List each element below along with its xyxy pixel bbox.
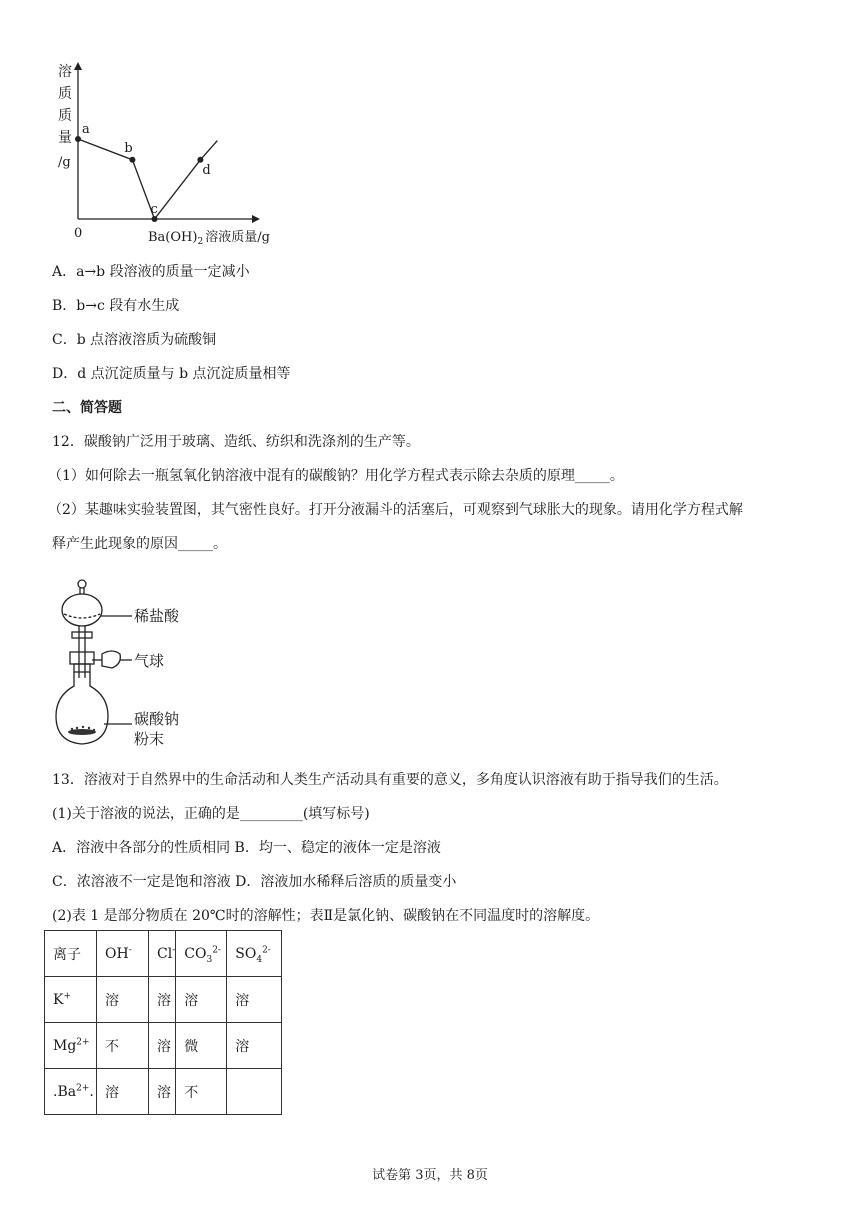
table-cell: 溶 (227, 977, 282, 1023)
label-balloon: 气球 (134, 652, 165, 670)
ion-cell: $Mg^{2+}$ (45, 1023, 97, 1069)
powder (68, 726, 96, 735)
y-axis-label-char: 溶 (58, 64, 72, 80)
y-axis-label-char: 质 (58, 86, 72, 102)
y-axis-arrow (74, 62, 82, 70)
table-header-row (45, 931, 282, 977)
table-cell: 溶 (149, 977, 176, 1023)
table-cell: 溶 (149, 1069, 176, 1115)
y-axis-label-char: 质 (58, 108, 72, 124)
y-axis-label-char: 量 (58, 130, 72, 146)
q11-option-b: B．b→c 段有水生成 (52, 298, 180, 314)
table-cell: 溶 (176, 977, 227, 1023)
q11-option-d: D．d 点沉淀质量与 b 点沉淀质量相等 (52, 366, 291, 382)
table-cell: 溶 (227, 1023, 282, 1069)
point-label-c: c (150, 202, 158, 217)
x-axis-arrow (252, 215, 260, 223)
q13-part2: (2)表 1 是部分物质在 20℃时的溶解性；表Ⅱ是氯化钠、碳酸钠在不同温度时的溶解度。 (52, 908, 600, 924)
label-powder: 粉末 (134, 730, 165, 748)
header-cell: $SO_4^{2-}$ (227, 931, 282, 977)
q13-options-line2: C．浓溶液不一定是饱和溶液 D．溶液加水稀释后溶质的质量变小 (52, 874, 457, 890)
point-b (129, 157, 135, 163)
table-row (45, 1023, 282, 1069)
label-dilute-hcl: 稀盐酸 (134, 607, 180, 625)
point-label-b: b (124, 140, 133, 156)
stopcock (72, 632, 92, 638)
separatory-funnel (62, 594, 102, 626)
table-cell: 溶 (149, 1023, 176, 1069)
table-cell: 溶 (97, 1069, 149, 1115)
header-cell: 离子 (45, 931, 97, 977)
q13-part1: (1)关于溶液的说法，正确的是_________(填写标号) (52, 806, 370, 822)
header-cell: Cl- (149, 931, 176, 977)
page-footer: 试卷第 3页，共 8页 (372, 1168, 488, 1183)
point-label-d: d (202, 162, 211, 178)
solubility-table (44, 930, 282, 1115)
table-cell: 不 (97, 1023, 149, 1069)
ion-cell: $.Ba^{2+}$. (45, 1069, 97, 1115)
table-cell: 微 (176, 1023, 227, 1069)
flask-stopper (70, 652, 94, 664)
section-title-short-answer: 二、简答题 (52, 400, 122, 416)
header-cell: OH- (97, 931, 149, 977)
q12-part2-line2: 释产生此现象的原因_____。 (52, 536, 227, 552)
q12-part2-line1: （2）某趣味实验装置图，其气密性良好。打开分液漏斗的活塞后，可观察到气球胀大的现象。请用化学方程式解 (48, 502, 743, 518)
q11-option-a: A．a→b 段溶液的质量一定减小 (52, 264, 250, 280)
table-row (45, 1069, 282, 1115)
funnel-stopper (78, 580, 86, 588)
label-sodium-carbonate: 碳酸钠 (134, 710, 180, 728)
header-cell: $CO_3^{2-}$ (176, 931, 227, 977)
data-line (78, 139, 217, 219)
x-axis-label: $Ba(OH)_2$ 溶液质量/g (148, 230, 270, 247)
q11-option-c: C．b 点溶液溶质为硫酸铜 (52, 332, 217, 348)
y-axis-unit: /g (58, 155, 71, 170)
table-cell: 不 (176, 1069, 227, 1115)
solute-mass-chart (40, 58, 300, 248)
point-a (75, 136, 81, 142)
balloon-shape (102, 651, 120, 668)
q13-options-line1: A．溶液中各部分的性质相同 B．均一、稳定的液体一定是溶液 (52, 840, 441, 856)
origin-label: 0 (74, 226, 83, 241)
point-label-a: a (82, 122, 90, 137)
table-cell (227, 1069, 282, 1115)
apparatus-diagram (52, 574, 202, 750)
ion-cell: K+ (45, 977, 97, 1023)
q13-stem: 13．溶液对于自然界中的生命活动和人类生产活动具有重要的意义，多角度认识溶液有助于指导我们的生活。 (52, 772, 728, 788)
q12-stem: 12．碳酸钠广泛用于玻璃、造纸、纺织和洗涤剂的生产等。 (52, 434, 420, 450)
table-row (45, 977, 282, 1023)
q12-part1: （1）如何除去一瓶氢氧化钠溶液中混有的碳酸钠？用化学方程式表示除去杂质的原理_____。 (48, 468, 624, 484)
table-cell: 溶 (97, 977, 149, 1023)
